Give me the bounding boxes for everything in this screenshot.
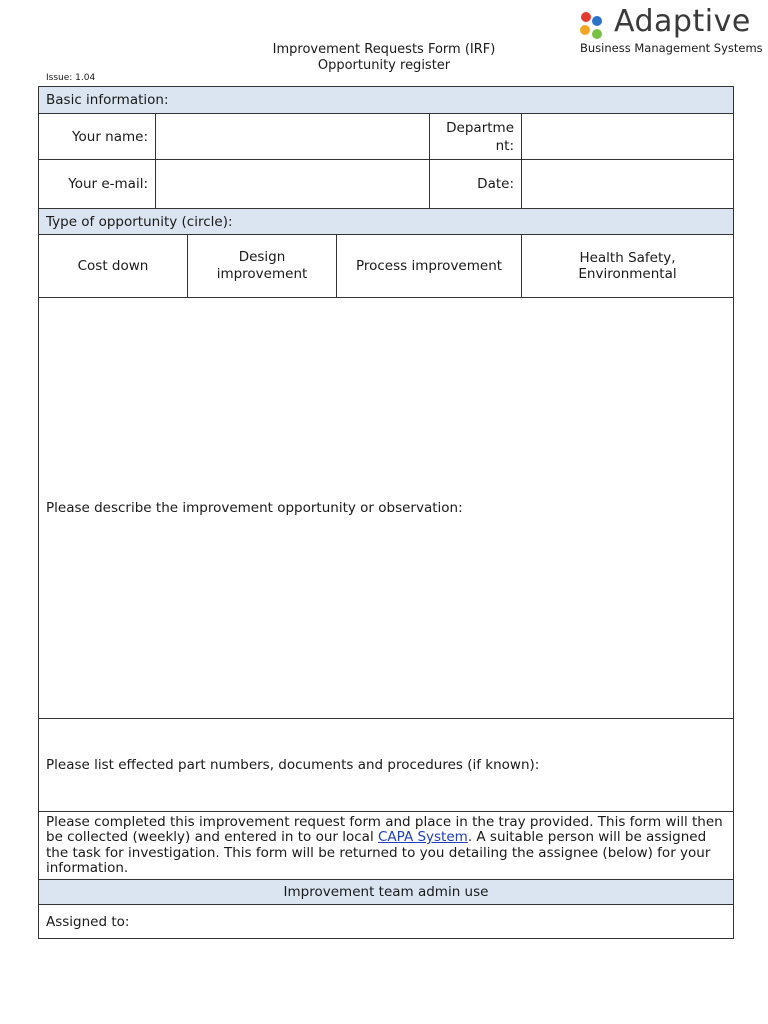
- option-process-improvement[interactable]: Process improvement: [337, 235, 522, 298]
- description-area[interactable]: [39, 298, 734, 719]
- date-label: Date:: [430, 160, 522, 209]
- issue-number: Issue: 1.04: [46, 73, 96, 83]
- instructions-row: [39, 812, 734, 880]
- logo-dot: [592, 29, 602, 39]
- department-field[interactable]: [522, 114, 734, 160]
- assigned-label: Assigned to:: [46, 913, 130, 930]
- logo-dot: [580, 25, 590, 35]
- form-title: Improvement Requests Form (IRF): [272, 42, 496, 57]
- email-field[interactable]: [156, 160, 430, 209]
- instructions-text-end: . A suitable person will be assigned the task for investigation. This form will be returned to you detailing the assignee (below) for your information.: [46, 829, 711, 876]
- opportunity-band: [39, 209, 734, 235]
- basic-info-band: [39, 87, 734, 114]
- description-row: [39, 298, 734, 719]
- opportunity-heading: Type of opportunity (circle):: [39, 209, 734, 235]
- parts-label: Please list effected part numbers, documents and procedures (if known):: [46, 757, 540, 773]
- name-field[interactable]: [156, 114, 430, 160]
- logo-mark-icon: [579, 10, 613, 40]
- description-label: Please describe the improvement opportunity or observation:: [46, 500, 463, 516]
- admin-band: [39, 880, 734, 905]
- instructions-text-start: Please completed this improvement request form and place in the tray provided. This form will then be collected (weekly) and entered in to our local: [46, 813, 723, 845]
- name-row: [39, 114, 734, 160]
- logo-tagline: Business Management Systems: [580, 41, 763, 55]
- email-row: [39, 160, 734, 209]
- option-cost-down[interactable]: Cost down: [39, 235, 188, 298]
- option-health-safety-environmental[interactable]: Health Safety, Environmental: [522, 235, 734, 298]
- capa-system-link[interactable]: CAPA System: [378, 829, 468, 845]
- option-design-improvement[interactable]: Design improvement: [188, 235, 337, 298]
- assigned-row: [39, 905, 734, 939]
- parts-area[interactable]: [39, 719, 734, 812]
- opportunity-options-row: [39, 235, 734, 298]
- logo-wordmark: Adaptive: [614, 4, 751, 39]
- assigned-field[interactable]: [39, 905, 734, 939]
- basic-info-heading: Basic information:: [39, 87, 734, 114]
- logo-dot: [581, 12, 591, 22]
- name-label: Your name:: [39, 114, 156, 160]
- date-field[interactable]: [522, 160, 734, 209]
- email-label: Your e-mail:: [39, 160, 156, 209]
- form-subtitle: Opportunity register: [317, 58, 451, 73]
- instructions-text: [39, 812, 734, 880]
- improvement-request-form: [38, 86, 734, 939]
- department-label: Departme nt:: [430, 114, 522, 160]
- logo-dot: [592, 16, 602, 26]
- admin-heading: Improvement team admin use: [39, 880, 734, 905]
- parts-row: [39, 719, 734, 812]
